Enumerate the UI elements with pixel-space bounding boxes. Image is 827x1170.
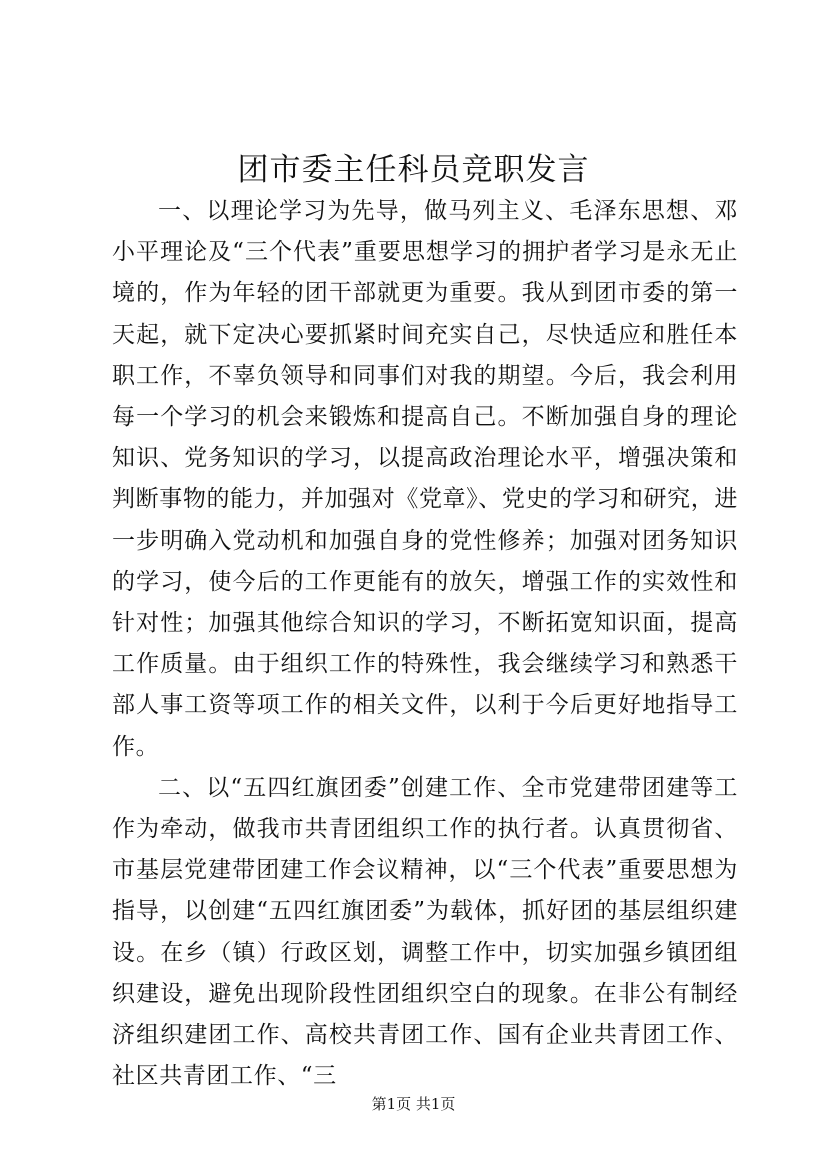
- paragraph-1: 一、以理论学习为先导，做马列主义、毛泽东思想、邓小平理论及“三个代表”重要思想学习的拥护者学习是永无止境的，作为年轻的团干部就更为重要。我从到团市委的第一天起，就下定决心要抓紧时间充实自己，尽快适应和胜任本职工作，不辜负领导和同事们对我的期望。今后，我会利用每一个学习的机会来锻炼和提高自己。不断加强自身的理论知识、党务知识的学习，以提高政治理论水平，增强决策和判断事物的能力，并加强对《党章》、党史的学习和研究，进一步明确入党动机和加强自身的党性修养；加强对团务知识的学习，使今后的工作更能有的放矢，增强工作的实效性和针对性；加强其他综合知识的学习，不断拓宽知识面，提高工作质量。由于组织工作的特殊性，我会继续学习和熟悉干部人事工资等项工作的相关文件，以利于今后更好地指导工作。: [112, 198, 738, 760]
- document-title: 团市委主任科员竞职发言: [237, 152, 590, 188]
- paragraph-2: 二、以“五四红旗团委”创建工作、全市党建带团建等工作为牵动，做我市共青团组织工作的执行者。认真贯彻省、市基层党建带团建工作会议精神，以“三个代表”重要思想为指导，以创建“五四红旗团委”为载体，抓好团的基层组织建设。在乡（镇）行政区划，调整工作中，切实加强乡镇团组织建设，避免出现阶段性团组织空白的现象。在非公有制经济组织建团工作、高校共青团工作、国有企业共青团工作、社区共青团工作、“三: [112, 774, 738, 1090]
- page-footer: 第1页 共1页: [371, 1095, 456, 1113]
- document-body: [112, 191, 738, 1097]
